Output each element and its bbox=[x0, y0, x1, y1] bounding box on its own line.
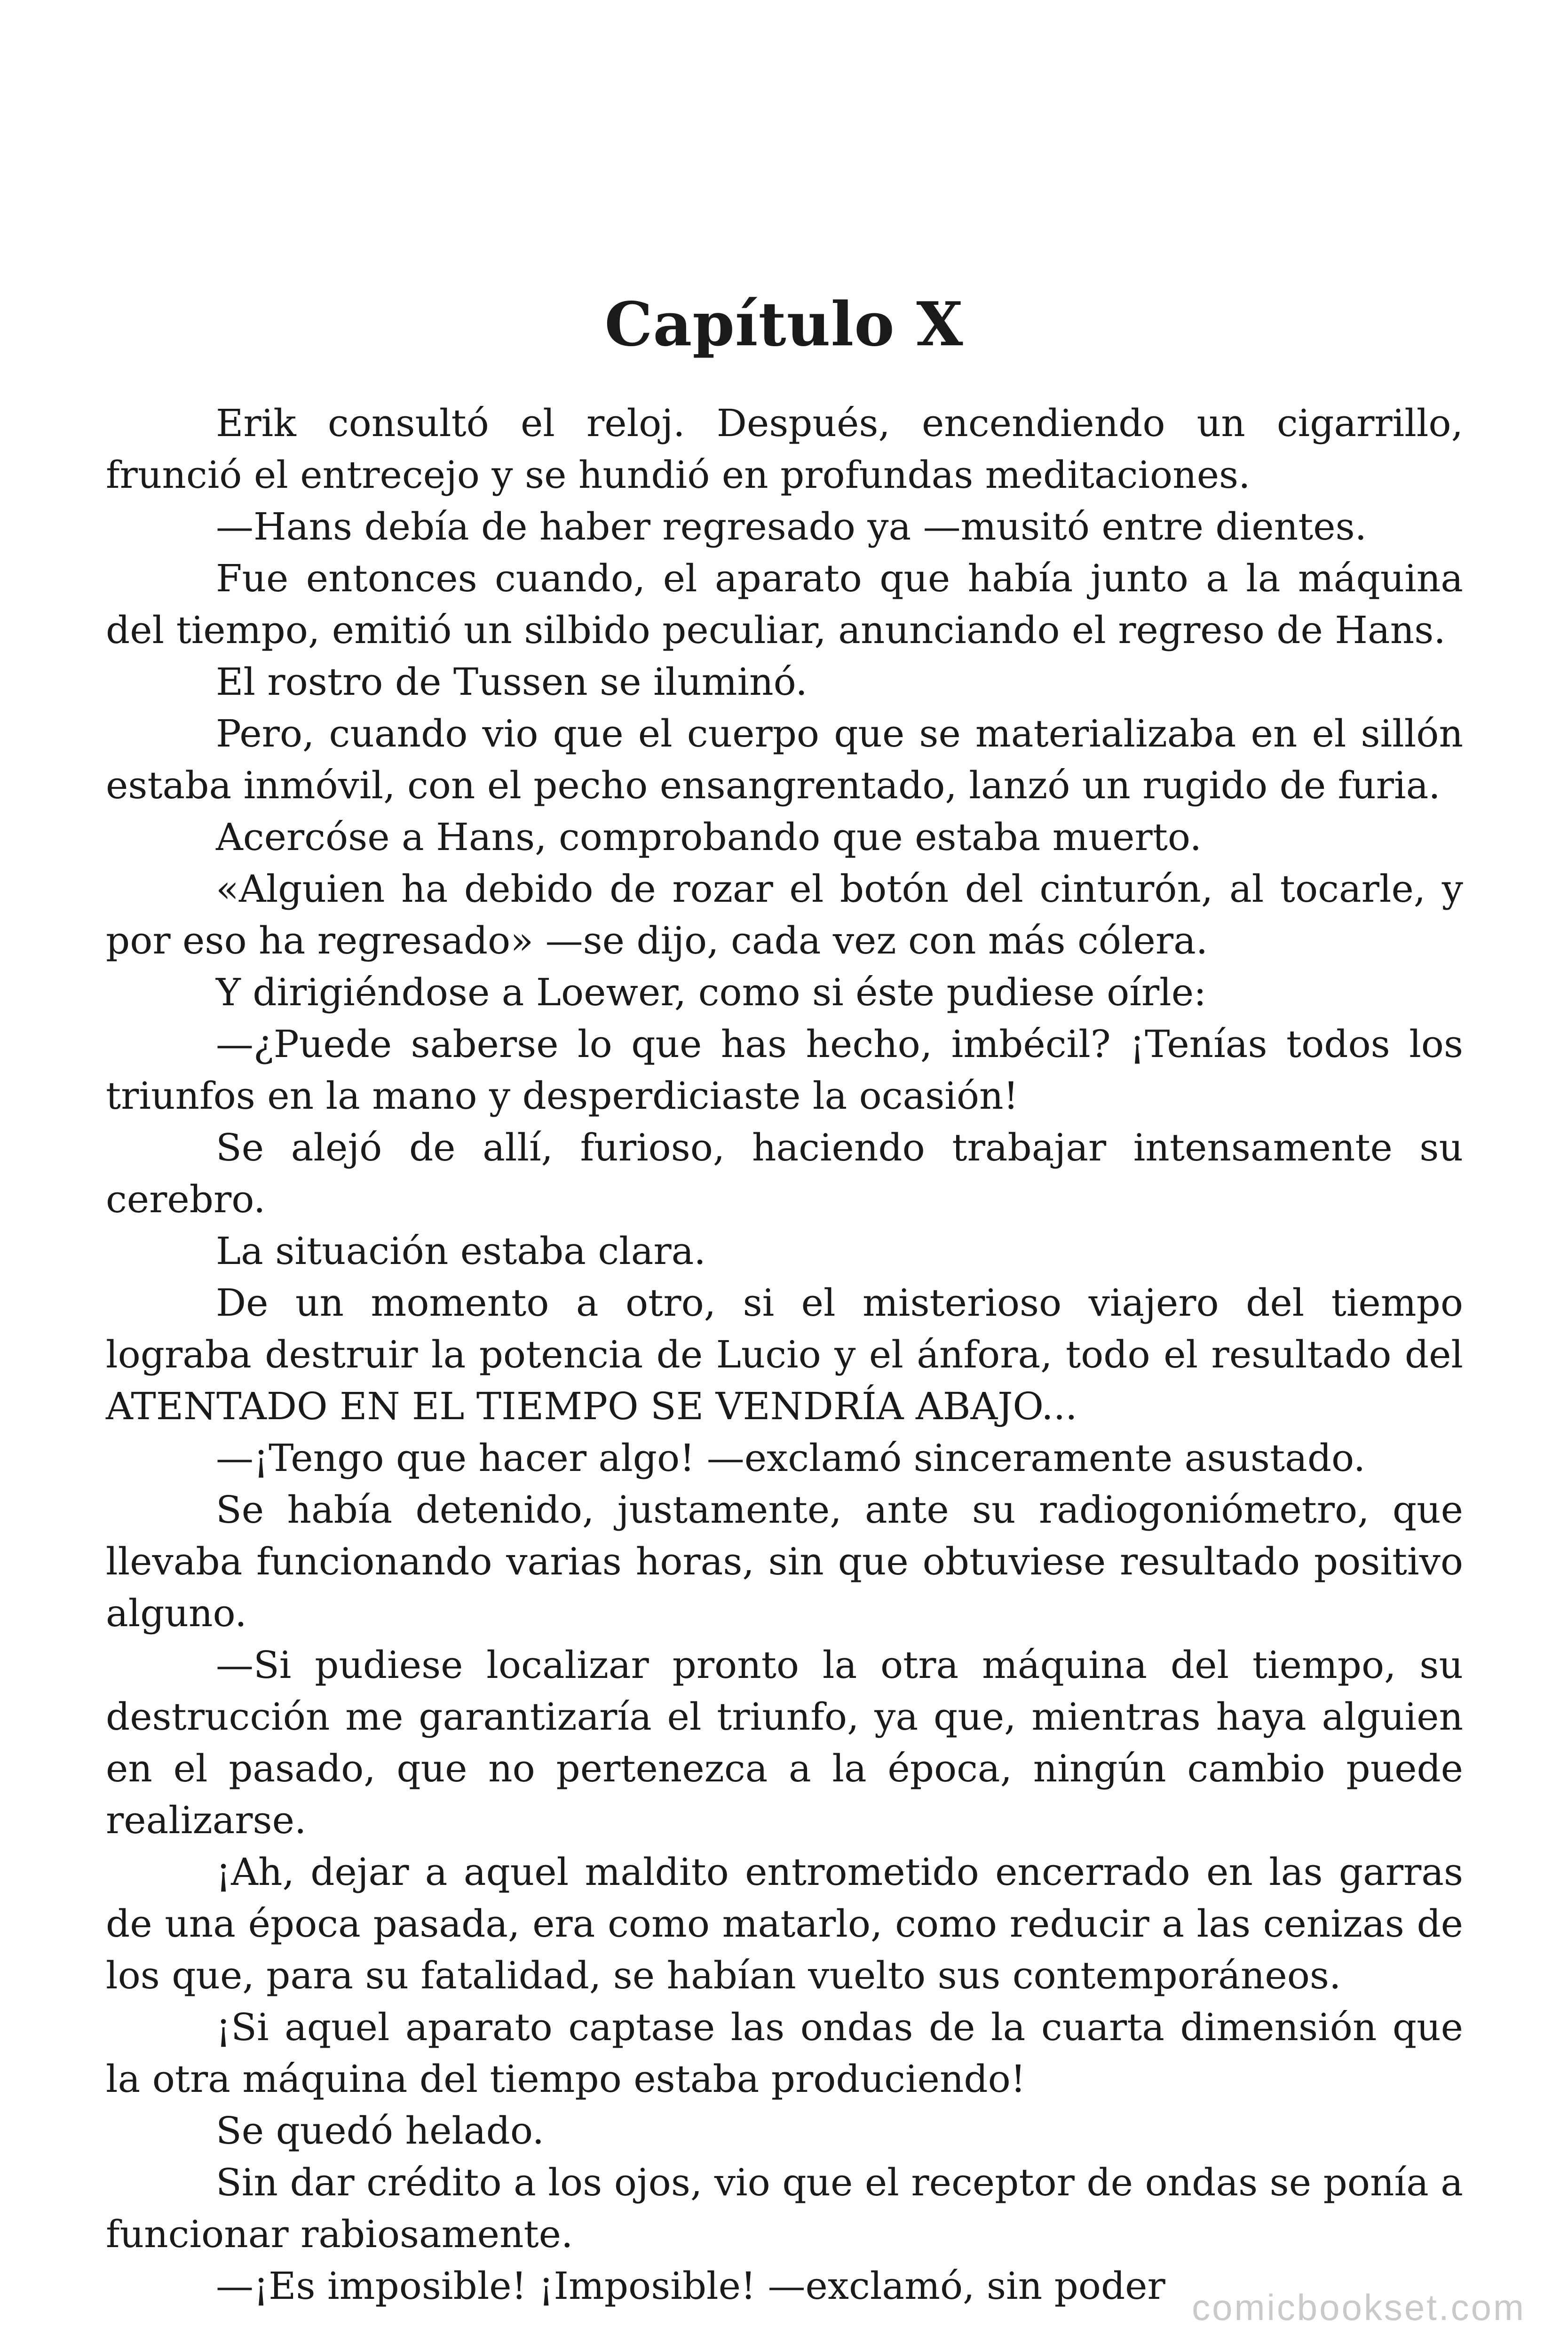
paragraph: Se quedó helado. bbox=[216, 2109, 545, 2153]
paragraph: Sin dar crédito a los ojos, vio que el receptor de ondas se ponía a funcionar rabiosamente. bbox=[106, 2161, 1463, 2256]
watermark-text: comicbookset.com bbox=[1192, 2287, 1526, 2328]
paragraph: ¡Si aquel aparato captase las ondas de la cuarta dimensión que la otra máquina del tiempo estaba produciendo! bbox=[106, 2005, 1463, 2101]
paragraph: «Alguien ha debido de rozar el botón del cinturón, al tocarle, y por eso ha regresado» —se dijo, cada vez con más cólera. bbox=[106, 867, 1463, 962]
paragraph: —¡Es imposible! ¡Imposible! —exclamó, sin poder bbox=[216, 2264, 1165, 2308]
paragraph: Se había detenido, justamente, ante su radiogoniómetro, que llevaba funcionando varias horas, sin que obtuviese resultado positivo alguno. bbox=[106, 1488, 1463, 1635]
chapter-title: Capítulo X bbox=[604, 289, 964, 360]
paragraph: El rostro de Tussen se iluminó. bbox=[216, 660, 808, 704]
chapter-body bbox=[106, 397, 1463, 2312]
paragraph: —¡Tengo que hacer algo! —exclamó sinceramente asustado. bbox=[216, 1436, 1366, 1480]
paragraph: —¿Puede saberse lo que has hecho, imbécil? ¡Tenías todos los triunfos en la mano y desperdiciaste la ocasión! bbox=[106, 1022, 1463, 1118]
paragraph: ¡Ah, dejar a aquel maldito entrometido encerrado en las garras de una época pasada, era como matarlo, como reducir a las cenizas de los que, para su fatalidad, se habían vuelto sus contemporáneos. bbox=[106, 1850, 1463, 1997]
paragraph: Fue entonces cuando, el aparato que había junto a la máquina del tiempo, emitió un silbido peculiar, anunciando el regreso de Hans. bbox=[106, 556, 1463, 652]
paragraph: Y dirigiéndose a Loewer, como si éste pudiese oírle: bbox=[216, 970, 1207, 1014]
paragraph: Pero, cuando vio que el cuerpo que se materializaba en el sillón estaba inmóvil, con el pecho ensangrentado, lanzó un rugido de furia. bbox=[106, 712, 1463, 807]
paragraph: La situación estaba clara. bbox=[216, 1229, 706, 1273]
paragraph: Se alejó de allí, furioso, haciendo trabajar intensamente su cerebro. bbox=[106, 1126, 1463, 1221]
paragraph: Erik consultó el reloj. Después, encendiendo un cigarrillo, frunció el entrecejo y se hundió en profundas meditaciones. bbox=[106, 401, 1463, 497]
paragraph: Acercóse a Hans, comprobando que estaba muerto. bbox=[216, 815, 1202, 859]
paragraph: —Hans debía de haber regresado ya —musitó entre dientes. bbox=[216, 505, 1367, 548]
paragraph: De un momento a otro, si el misterioso viajero del tiempo lograba destruir la potencia de Lucio y el ánfora, todo el resultado del ATENTADO EN EL TIEMPO SE VENDRÍA ABAJO... bbox=[106, 1281, 1463, 1428]
paragraph: —Si pudiese localizar pronto la otra máquina del tiempo, su destrucción me garantizaría el triunfo, ya que, mientras haya alguien en el pasado, que no pertenezca a la época, ningún cambio puede realizarse. bbox=[106, 1643, 1463, 1842]
